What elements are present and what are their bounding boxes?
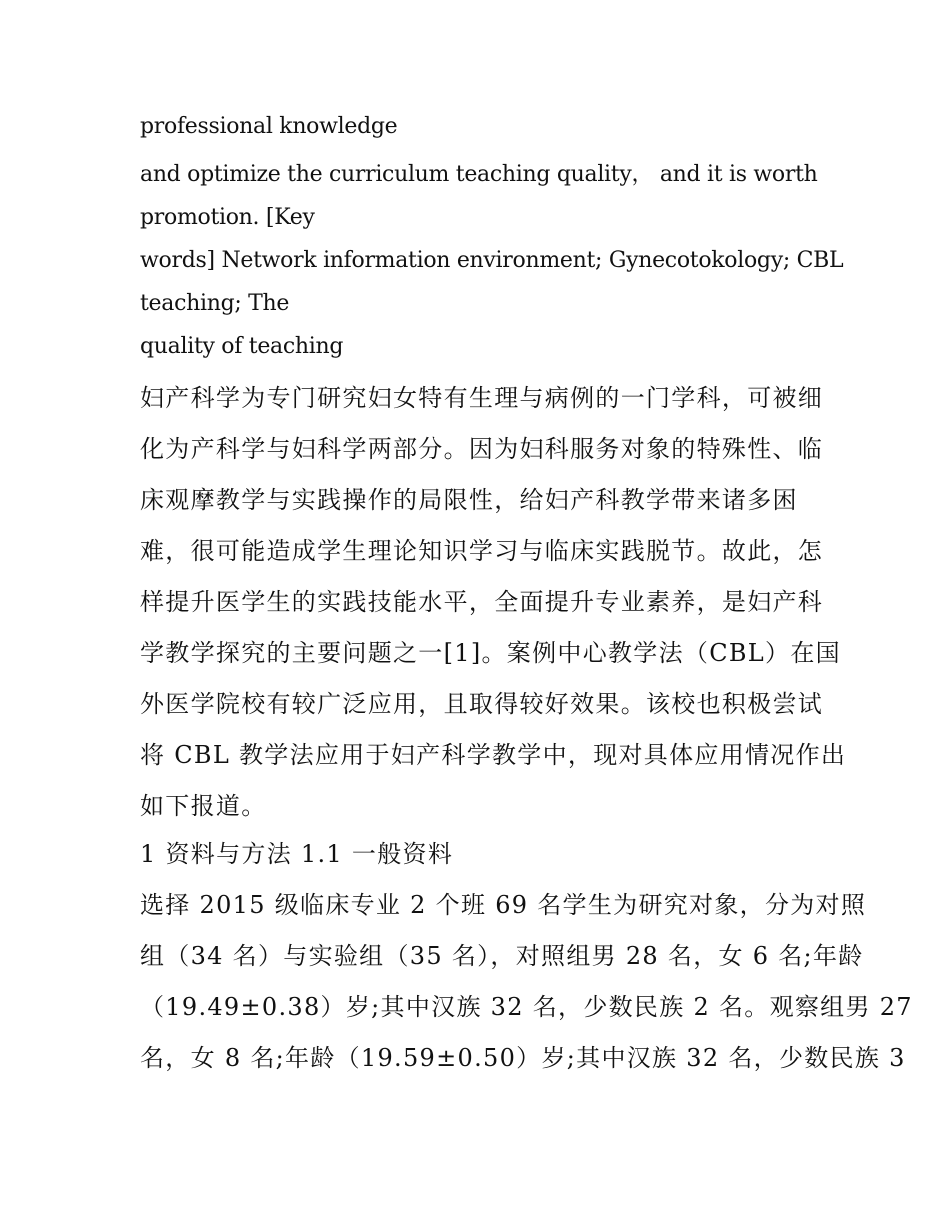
abstract-line: promotion. [Key xyxy=(140,205,315,230)
abstract-line: professional knowledge xyxy=(140,114,398,139)
paragraph-line: 名，女 8 名;年龄（19.59±0.50）岁;其中汉族 32 名，少数民族 3 xyxy=(140,1044,906,1072)
abstract-english xyxy=(140,105,844,368)
section-heading-text: 1 资料与方法 1.1 一般资料 xyxy=(140,840,454,868)
paragraph-line: 组（34 名）与实验组（35 名），对照组男 28 名，女 6 名;年龄 xyxy=(140,942,864,970)
paragraph-line: 外医学院校有较广泛应用，且取得较好效果。该校也积极尝试 xyxy=(140,690,824,718)
paragraph-line: 样提升医学生的实践技能水平，全面提升专业素养，是妇产科 xyxy=(140,588,824,616)
keywords-line: words] Network information environment; Gynecotokology; CBL xyxy=(140,248,844,273)
paragraph-line: 学教学探究的主要问题之一[1]。案例中心教学法（CBL）在国 xyxy=(140,639,841,667)
abstract-line: and optimize the curriculum teaching quality， and it is worth xyxy=(140,162,818,187)
paragraph-line: 将 CBL 教学法应用于妇产科学教学中，现对具体应用情况作出 xyxy=(140,741,847,769)
keywords-line: teaching; The xyxy=(140,291,290,316)
paragraph-line: 如下报道。 xyxy=(140,792,267,820)
method-paragraph xyxy=(140,880,913,1084)
section-heading xyxy=(140,829,830,880)
intro-paragraph xyxy=(140,373,847,832)
paragraph-line: 妇产科学为专门研究妇女特有生理与病例的一门学科，可被细 xyxy=(140,384,824,412)
paragraph-line: 难，很可能造成学生理论知识学习与临床实践脱节。故此，怎 xyxy=(140,537,824,565)
paragraph-line: （19.49±0.38）岁;其中汉族 32 名，少数民族 2 名。观察组男 27 xyxy=(140,993,913,1021)
keywords-line: quality of teaching xyxy=(140,334,344,359)
paragraph-line: 选择 2015 级临床专业 2 个班 69 名学生为研究对象，分为对照 xyxy=(140,891,867,919)
paragraph-line: 床观摩教学与实践操作的局限性，给妇产科教学带来诸多困 xyxy=(140,486,798,514)
paragraph-line: 化为产科学与妇科学两部分。因为妇科服务对象的特殊性、临 xyxy=(140,435,824,463)
